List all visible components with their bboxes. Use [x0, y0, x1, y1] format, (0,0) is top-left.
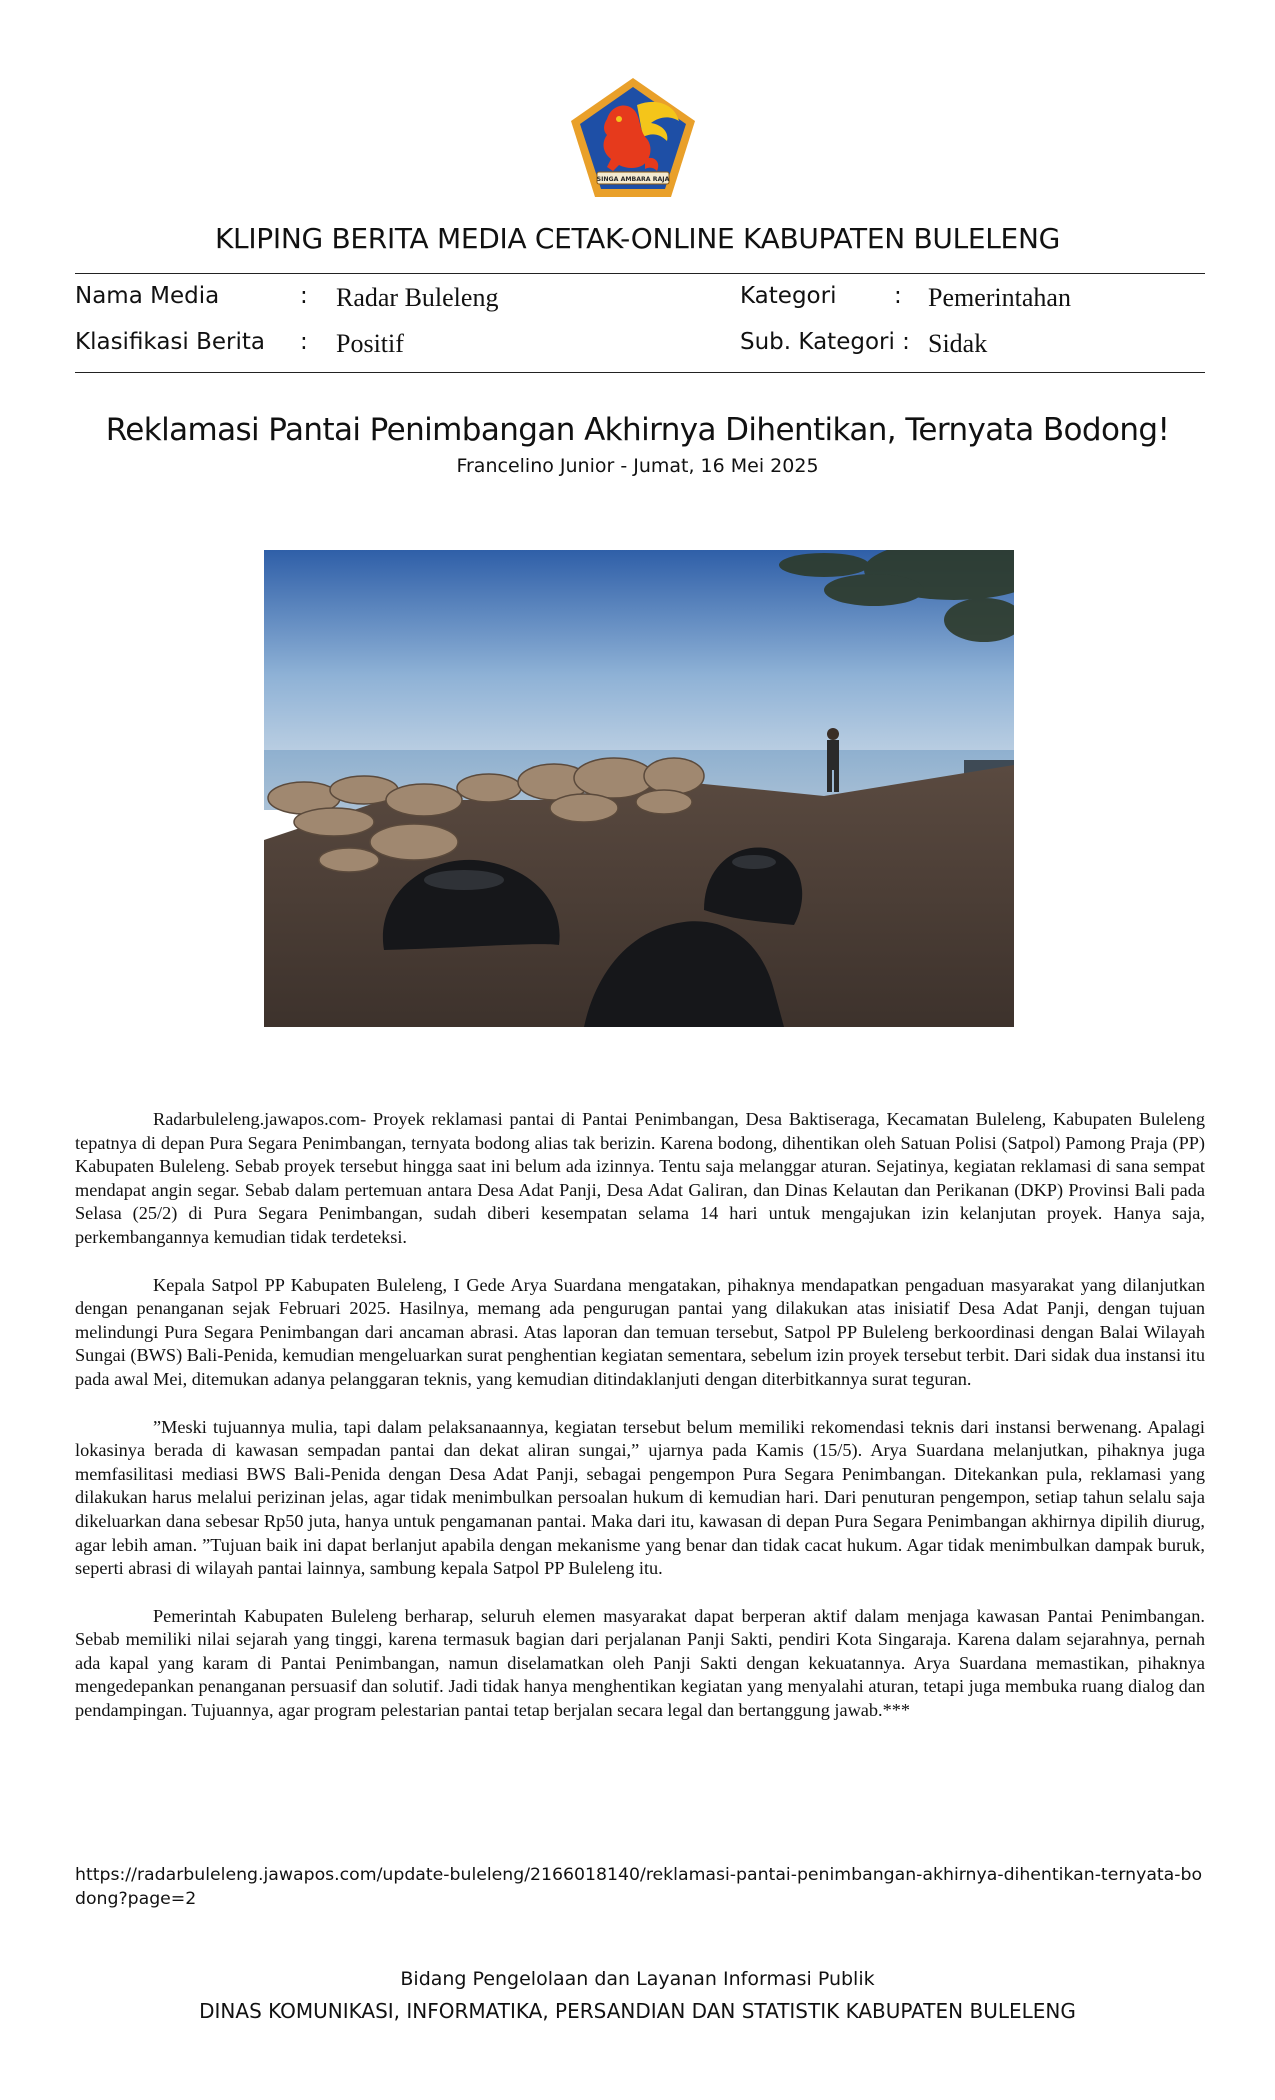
sub-kategori-value: Sidak	[928, 329, 988, 358]
header-divider-bottom	[75, 372, 1205, 373]
regency-emblem-icon	[567, 75, 699, 201]
kategori-label: Kategori	[740, 283, 837, 309]
article-title: Reklamasi Pantai Penimbangan Akhirnya Dihentikan, Ternyata Bodong!	[105, 412, 1170, 448]
nama-media-label: Nama Media	[75, 283, 220, 309]
footer-agency: DINAS KOMUNIKASI, INFORMATIKA, PERSANDIAN DAN STATISTIK KABUPATEN BULELENG	[199, 1999, 1076, 2023]
article-paragraph-1: Radarbuleleng.jawapos.com- Proyek reklamasi pantai di Pantai Penimbangan, Desa Baktiseraga, Kecamatan Buleleng, Kabupaten Buleleng tepatnya di depan Pura Segara Penimbangan, ternyata bodong alias tak berizin. Karena bodong, dihentikan oleh Satuan Polisi (Satpol) Pamong Praja (PP) Kabupaten Buleleng. Sebab proyek tersebut hingga saat ini belum ada izinnya. Tentu saja melanggar aturan. Sejatinya, kegiatan reklamasi di sana sempat mendapat angin segar. Sebab dalam pertemuan antara Desa Adat Panji, Desa Adat Galiran, dan Dinas Kelautan dan Perikanan (DKP) Provinsi Bali pada Selasa (25/2) di Pura Segara Penimbangan, sudah diberi kesempatan selama 14 hari untuk mengajukan izin kelanjutan proyek. Hanya saja, perkembangannya kemudian tidak terdeteksi.	[75, 1109, 1205, 1247]
nama-media-colon: :	[300, 283, 308, 309]
sub-kategori-label: Sub. Kategori :	[740, 329, 910, 355]
nama-media-value: Radar Buleleng	[336, 283, 499, 312]
article-photo	[264, 550, 1014, 1027]
article-byline: Francelino Junior - Jumat, 16 Mei 2025	[456, 455, 819, 477]
article-body	[75, 1108, 1205, 1747]
article-paragraph-3: ”Meski tujuannya mulia, tapi dalam pelaksanaannya, kegiatan tersebut belum memiliki rekomendasi teknis dari instansi berwenang. Apalagi lokasinya berada di kawasan sempadan pantai dan dekat aliran sungai,” ujarnya pada Kamis (15/5). Arya Suardana melanjutkan, pihaknya juga memfasilitasi mediasi BWS Bali-Penida dengan Desa Adat Panji, sebagai pengempon Pura Segara Penimbangan. Ditekankan pula, reklamasi yang dilakukan harus melalui perizinan jelas, agar tidak menimbulkan persoalan hukum di kemudian hari. Dari penuturan pengempon, setiap tahun selalu saja dikeluarkan dana sebesar Rp50 juta, hanya untuk pengamanan pantai. Maka dari itu, kawasan di depan Pura Segara Penimbangan akhirnya dipilih diurug, agar lebih aman. ”Tujuan baik ini dapat berlanjut apabila dengan mekanisme yang benar dan tidak cacat hukum. Agar tidak menimbulkan dampak buruk, seperti abrasi di wilayah pantai lainnya, sambung kepala Satpol PP Buleleng itu.	[75, 1416, 1205, 1579]
kategori-colon: :	[894, 283, 902, 309]
header-divider-top	[75, 273, 1205, 274]
source-url[interactable]: https://radarbuleleng.jawapos.com/update-buleleng/2166018140/reklamasi-pantai-penimbangan-akhirnya-dihentikan-ternyata-bodong?page=2	[75, 1865, 1203, 1909]
document-heading: KLIPING BERITA MEDIA CETAK-ONLINE KABUPATEN BULELENG	[214, 222, 1060, 255]
kategori-value: Pemerintahan	[928, 283, 1071, 312]
article-paragraph-4: Pemerintah Kabupaten Buleleng berharap, seluruh elemen masyarakat dapat berperan aktif dalam menjaga kawasan Pantai Penimbangan. Sebab memiliki nilai sejarah yang tinggi, karena termasuk bagian dari perjalanan Panji Sakti, pendiri Kota Singaraja. Karena dalam sejarahnya, pernah ada kapal yang karam di Pantai Penimbangan, namun diselamatkan oleh Panji Sakti dengan kekuatannya. Arya Suardana memastikan, pihaknya mengedepankan penanganan persuasif dan solutif. Jadi tidak hanya menghentikan kegiatan yang menyalahi aturan, tetapi juga membuka ruang dialog dan pendampingan. Tujuannya, agar program pelestarian pantai tetap berjalan secara legal dan bertanggung jawab.***	[75, 1605, 1205, 1721]
footer-department: Bidang Pengelolaan dan Layanan Informasi Publik	[400, 1968, 875, 1990]
klasifikasi-value: Positif	[336, 329, 404, 358]
emblem-motto: SINGA AMBARA RAJA	[596, 176, 670, 183]
klasifikasi-label: Klasifikasi Berita	[75, 329, 266, 355]
klasifikasi-colon: :	[300, 329, 308, 355]
article-paragraph-2: Kepala Satpol PP Kabupaten Buleleng, I Gede Arya Suardana mengatakan, pihaknya mendapatkan pengaduan masyarakat yang dilanjutkan dengan penanganan sejak Februari 2025. Hasilnya, memang ada pengurugan pantai yang dilakukan atas inisiatif Desa Adat Panji, dengan tujuan melindungi Pura Segara Penimbangan dari ancaman abrasi. Atas laporan dan temuan tersebut, Satpol PP Buleleng berkoordinasi dengan Balai Wilayah Sungai (BWS) Bali-Penida, kemudian mengeluarkan surat penghentian kegiatan sementara, sebelum izin proyek tersebut terbit. Dari sidak dua instansi itu pada awal Mei, ditemukan adanya pelanggaran teknis, yang kemudian ditindaklanjuti dengan diterbitkannya surat teguran.	[75, 1274, 1205, 1389]
